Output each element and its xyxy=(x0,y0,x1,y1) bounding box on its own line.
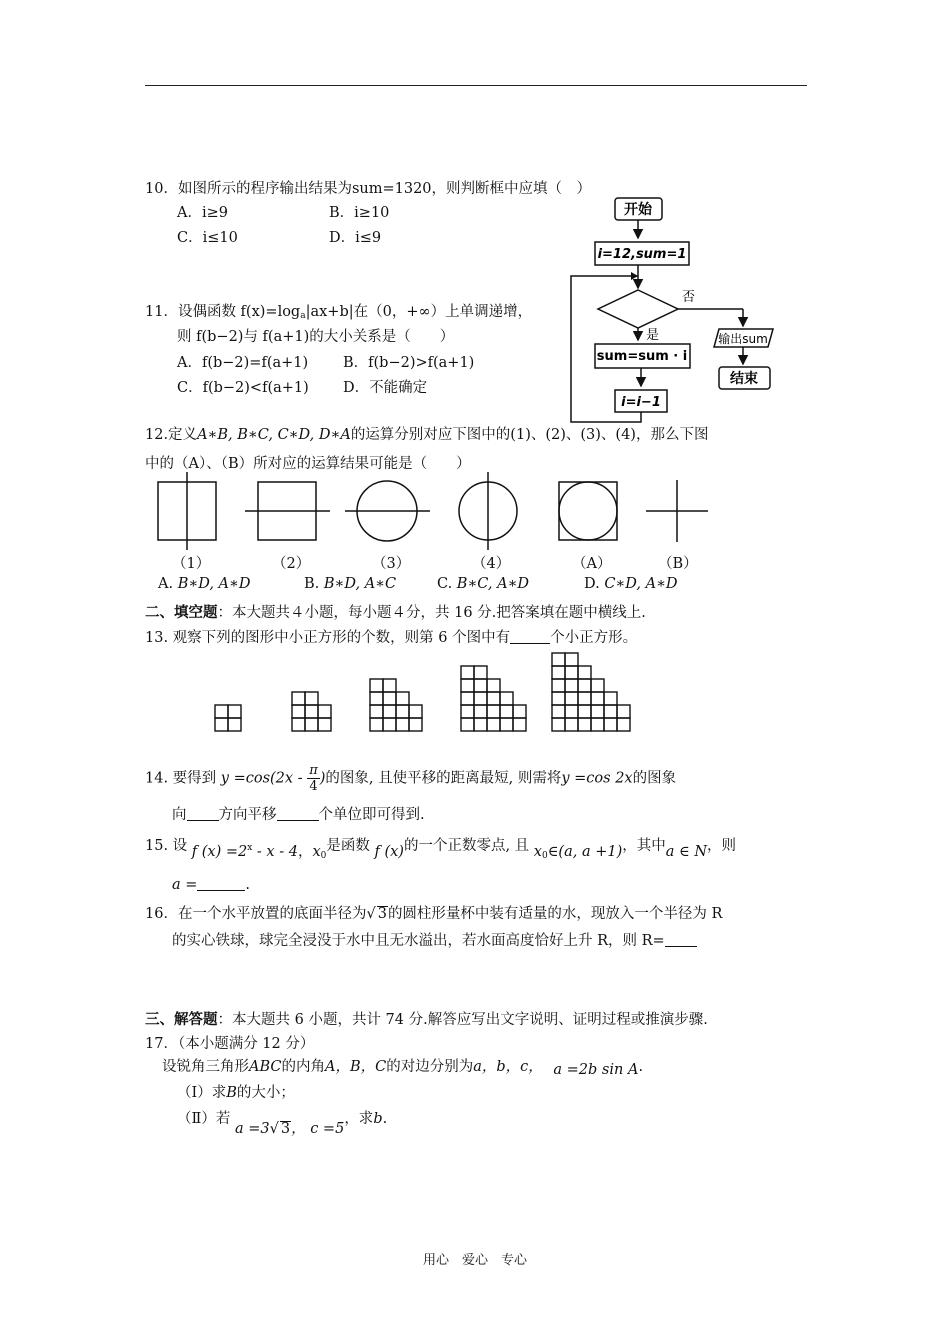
q13-square xyxy=(474,718,487,731)
q13-staircase-5 xyxy=(552,653,630,731)
q13-square xyxy=(513,705,526,718)
q13-square xyxy=(396,705,409,718)
q12-fig-3 xyxy=(345,481,430,541)
q12-fig-1 xyxy=(158,472,216,550)
flow-init-text: i=12,sum=1 xyxy=(597,247,687,262)
flow-start-text: 开始 xyxy=(624,202,652,218)
q10-stem: 10．如图所示的程序输出结果为sum=1320，则判断框中应填（ ） xyxy=(145,181,592,197)
q12-figures xyxy=(150,472,710,552)
q16-line1: 16．在一个水平放置的底面半径为√ 3的圆柱形量杯中装有适量的水，现放入一个半径为 R xyxy=(145,906,723,922)
q13-square xyxy=(370,718,383,731)
q16-line2: 的实心铁球，球完全浸没于水中且无水溢出，若水面高度恰好上升 R，则 R= xyxy=(172,929,697,950)
q13-square xyxy=(617,718,630,731)
q13-square xyxy=(487,705,500,718)
q13-square xyxy=(383,705,396,718)
q13-square xyxy=(617,705,630,718)
q13-square xyxy=(565,718,578,731)
q13-square xyxy=(552,653,565,666)
section3-heading: 三、解答题：本大题共 6 小题，共计 74 分.解答应写出文字说明、证明过程或推演步骤. xyxy=(145,1011,708,1028)
q13-square xyxy=(474,705,487,718)
q12-label-2: （2） xyxy=(272,556,311,572)
q12-label-4: （4） xyxy=(472,556,511,572)
q11-option-b: B．f(b−2)>f(a+1) xyxy=(343,355,475,371)
q13-square xyxy=(383,692,396,705)
q13-square xyxy=(552,692,565,705)
q12-fig-4 xyxy=(459,472,517,550)
q12-option-a: A. B∗D, A∗D xyxy=(158,576,251,592)
q14-line2: 向 方向平移 个单位即可得到. xyxy=(172,807,425,823)
q13-square xyxy=(370,705,383,718)
q13-square xyxy=(461,705,474,718)
q13-square xyxy=(604,718,617,731)
q13-square xyxy=(396,718,409,731)
q13-staircase-2 xyxy=(292,692,331,731)
q13-staircase-4 xyxy=(461,666,526,731)
q13-square xyxy=(513,718,526,731)
q13-square xyxy=(552,718,565,731)
q12-line1: 12.定义A∗B, B∗C, C∗D, D∗A的运算分别对应下图中的(1)、(2)、(3)、(4)，那么下图 xyxy=(145,427,709,443)
q13-square xyxy=(228,718,241,731)
q13-square xyxy=(487,692,500,705)
q12-label-3: （3） xyxy=(372,556,411,572)
q13-square xyxy=(487,679,500,692)
flow-i-text: i=i−1 xyxy=(621,395,661,410)
q13-square xyxy=(565,653,578,666)
q13-square xyxy=(578,692,591,705)
q13-square xyxy=(305,705,318,718)
q13-square xyxy=(292,718,305,731)
q11-option-a: A．f(b−2)=f(a+1) xyxy=(177,355,309,371)
q12-option-c: C. B∗C, A∗D xyxy=(437,576,530,592)
q13-staircase-1 xyxy=(215,705,241,731)
q13-square xyxy=(370,679,383,692)
q13-square xyxy=(305,718,318,731)
q13-square xyxy=(500,718,513,731)
q13-square xyxy=(604,692,617,705)
q13-square xyxy=(228,705,241,718)
q13-square xyxy=(409,718,422,731)
q13-staircase-3 xyxy=(370,679,422,731)
q13-square xyxy=(565,666,578,679)
q13-square xyxy=(461,692,474,705)
q17-part1: （Ⅰ）求B的大小； xyxy=(177,1085,295,1101)
q15-line1: 15. 设 f $(x) =2^x - x - 4$，$x_0$是函数 f (x)的一个正数零点, 且 $x_0\in(a$, a +1)，其中a ∈ N，则 xyxy=(145,838,737,861)
q13-staircases xyxy=(205,645,650,735)
flow-yes-label: 是 xyxy=(646,328,660,343)
q17-part2: （Ⅱ）若 a =3√ 3， c =5，求b. xyxy=(177,1111,388,1137)
q13-square xyxy=(461,679,474,692)
q13-square xyxy=(474,679,487,692)
q11-option-d: D．不能确定 xyxy=(343,380,428,396)
flow-sum-text: sum=sum · i xyxy=(596,349,688,364)
q11-line1: 11．设偶函数 $f(x)=\log_a|ax+b|$在（0，+∞）上单调递增， xyxy=(145,304,533,321)
q12-line2: 中的（A）、（B）所对应的运算结果可能是（ ） xyxy=(145,456,471,472)
q17-line1: 设锐角三角形ABC的内角A，B，C的对边分别为a，b，c， a =2b sin A. xyxy=(162,1059,644,1078)
q11-line2: 则 f(b−2)与 f(a+1)的大小关系是（ ） xyxy=(177,329,455,345)
q13-square xyxy=(461,666,474,679)
header-rule xyxy=(145,85,807,86)
q13-square xyxy=(396,692,409,705)
q13-square xyxy=(578,705,591,718)
q13-square xyxy=(461,718,474,731)
q13-square xyxy=(552,679,565,692)
q13-square xyxy=(500,692,513,705)
q12-fig-A xyxy=(559,482,617,540)
q13-square xyxy=(578,679,591,692)
flowchart xyxy=(565,192,790,427)
q11-option-c: C．f(b−2)<f(a+1) xyxy=(177,380,309,396)
q10-option-c: C．i≤10 xyxy=(177,230,238,246)
q13-square xyxy=(552,705,565,718)
q13-square xyxy=(565,705,578,718)
section2-heading: 二、填空题：本大题共４小题，每小题４分，共 16 分.把答案填在题中横线上. xyxy=(145,604,646,621)
q13-square xyxy=(565,679,578,692)
q13-square xyxy=(409,705,422,718)
q13-square xyxy=(292,705,305,718)
flow-output-text: 输出sum xyxy=(718,332,768,346)
q12-label-B: （B） xyxy=(658,556,698,572)
flow-end-text: 结束 xyxy=(730,371,758,387)
q13-square xyxy=(591,705,604,718)
q13-square xyxy=(215,705,228,718)
q17-head: 17．（本小题满分 12 分） xyxy=(145,1036,315,1052)
q13-square xyxy=(604,705,617,718)
q13-square xyxy=(565,692,578,705)
q13-square xyxy=(591,679,604,692)
page-footer: 用心 爱心 专心 xyxy=(422,1253,527,1268)
q12-fig-B xyxy=(646,480,708,542)
q13-square xyxy=(578,718,591,731)
q10-option-d: D．i≤9 xyxy=(329,230,382,246)
q10-option-b: B．i≥10 xyxy=(329,205,390,221)
q13-square xyxy=(578,666,591,679)
q13-square xyxy=(591,718,604,731)
q14-fraction: $\frac{\pi}{4}$ xyxy=(309,763,318,794)
q13-square xyxy=(292,692,305,705)
flow-decision xyxy=(598,290,678,328)
q13-text: 13. 观察下列的图形中小正方形的个数，则第 6 个图中有 个小正方形。 xyxy=(145,630,638,646)
q12-label-1: （1） xyxy=(172,556,211,572)
q13-square xyxy=(318,718,331,731)
q13-square xyxy=(591,692,604,705)
q10-option-a: A．i≥9 xyxy=(177,205,228,221)
q13-square xyxy=(474,692,487,705)
q13-square xyxy=(552,666,565,679)
q12-label-A: （A） xyxy=(572,556,612,572)
q13-square xyxy=(487,718,500,731)
q13-square xyxy=(383,718,396,731)
q12-option-d: D. C∗D, A∗D xyxy=(584,576,678,592)
q12-option-b: B. B∗D, A∗C xyxy=(304,576,397,592)
q13-square xyxy=(500,705,513,718)
q13-square xyxy=(370,692,383,705)
q13-square xyxy=(383,679,396,692)
q13-square xyxy=(318,705,331,718)
q13-square xyxy=(215,718,228,731)
q13-square xyxy=(474,666,487,679)
q15-line2: a = . xyxy=(172,877,251,893)
q13-square xyxy=(305,692,318,705)
q14-line1: 14. 要得到 y =cos(2x - $\frac{\pi}{4}$ )的图象, 且使平移的距离最短, 则需将y =cos 2x的图象 xyxy=(145,763,677,794)
flow-no-label: 否 xyxy=(682,290,696,305)
q12-fig-2 xyxy=(245,482,330,540)
